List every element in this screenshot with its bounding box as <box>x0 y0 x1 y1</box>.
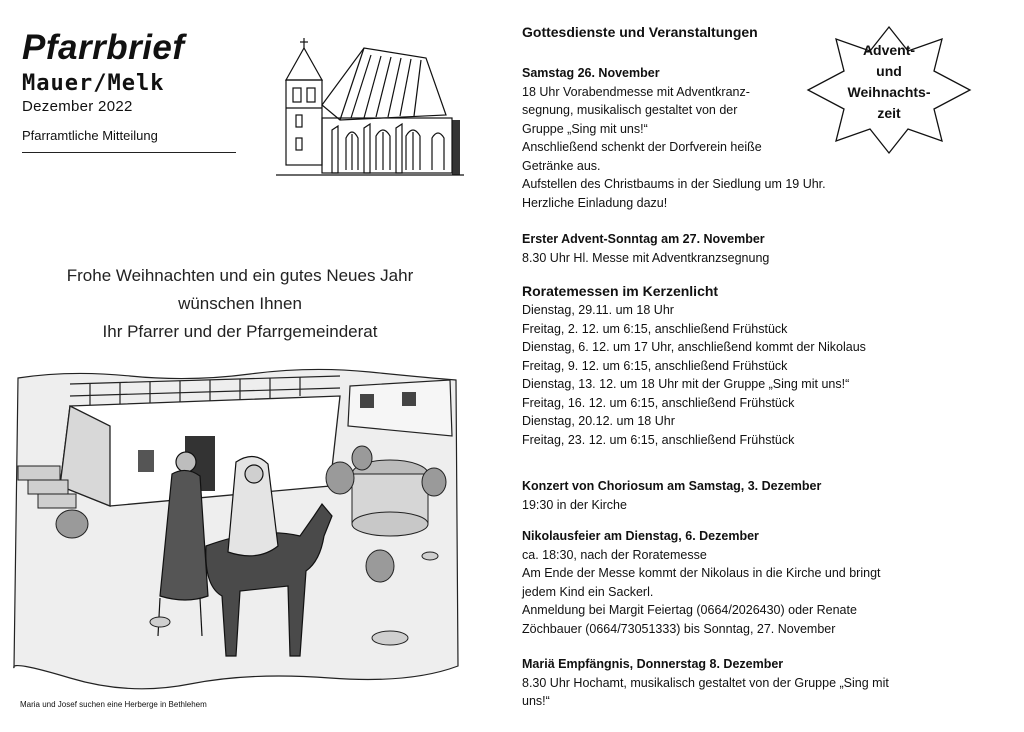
event-line: uns!“ <box>522 694 550 708</box>
event-line: 8.30 Uhr Hochamt, musikalisch gestaltet von der Gruppe „Sing mit <box>522 675 889 690</box>
church-illustration <box>276 30 464 180</box>
event-line: Am Ende der Messe kommt der Nikolaus in die Kirche und bringt <box>522 566 881 580</box>
issue-date: Dezember 2022 <box>22 98 133 115</box>
event-line: segnung, musikalisch gestaltet von der <box>522 103 738 117</box>
event-line: Freitag, 23. 12. um 6:15, anschließend Frühstück <box>522 432 795 447</box>
event-line: Dienstag, 6. 12. um 17 Uhr, anschließend kommt der Nikolaus <box>522 340 866 354</box>
events-heading: Gottesdienste und Veranstaltungen <box>522 24 758 40</box>
event-line: 19:30 in der Kirche <box>522 497 627 512</box>
event-line: Herzliche Einladung dazu! <box>522 195 668 210</box>
event-section <box>522 281 962 449</box>
star-line-2: und <box>876 63 902 79</box>
event-line: Freitag, 9. 12. um 6:15, anschließend Frühstück <box>522 358 788 373</box>
christmas-greeting <box>20 262 460 346</box>
event-line: Dienstag, 13. 12. um 18 Uhr mit der Gruppe „Sing mit uns!“ <box>522 377 850 391</box>
event-section <box>522 655 962 711</box>
event-heading: Mariä Empfängnis, Donnerstag 8. Dezember <box>522 657 784 671</box>
greeting-line-3: Ihr Pfarrer und der Pfarrgemeinderat <box>102 322 378 341</box>
event-section <box>522 477 962 514</box>
event-heading: Erster Advent-Sonntag am 27. November <box>522 232 765 246</box>
event-section <box>522 527 962 638</box>
illustration-caption: Maria und Josef suchen eine Herberge in Bethlehem <box>20 700 207 709</box>
event-line: Anmeldung bei Margit Feiertag (0664/2026430) oder Renate <box>522 603 857 617</box>
event-section <box>522 230 962 267</box>
event-line: Gruppe „Sing mit uns!“ <box>522 121 648 136</box>
event-heading: Nikolausfeier am Dienstag, 6. Dezember <box>522 529 759 543</box>
event-line: Getränke aus. <box>522 158 601 173</box>
star-line-3: Weihnachts- <box>847 84 931 100</box>
event-line: Dienstag, 20.12. um 18 Uhr <box>522 414 675 428</box>
event-line: Anschließend schenkt der Dorfverein heiße <box>522 140 762 154</box>
event-heading: Konzert von Choriosum am Samstag, 3. Dezember <box>522 479 822 493</box>
event-line: Dienstag, 29.11. um 18 Uhr <box>522 303 674 317</box>
header-divider <box>22 152 236 153</box>
mary-joseph-illustration <box>10 366 462 691</box>
event-line: 8.30 Uhr Hl. Messe mit Adventkranzsegnung <box>522 250 770 265</box>
star-line-4: zeit <box>877 105 901 121</box>
publication-type: Pfarramtliche Mitteilung <box>22 128 158 143</box>
event-line: jedem Kind ein Sackerl. <box>522 584 654 599</box>
star-line-1: Advent- <box>862 42 916 58</box>
greeting-line-2: wünschen Ihnen <box>178 294 302 313</box>
event-line: ca. 18:30, nach der Roratemesse <box>522 547 707 562</box>
parish-name: Mauer/Melk <box>22 71 165 96</box>
event-line: Zöchbauer (0664/73051333) bis Sonntag, 27. November <box>522 621 836 636</box>
newsletter-title: Pfarrbrief <box>22 28 185 67</box>
event-heading: Roratemessen im Kerzenlicht <box>522 283 719 299</box>
event-line: Freitag, 2. 12. um 6:15, anschließend Frühstück <box>522 321 788 336</box>
event-section <box>522 64 962 212</box>
event-line: Aufstellen des Christbaums in der Siedlung um 19 Uhr. <box>522 177 826 191</box>
event-heading: Samstag 26. November <box>522 66 660 80</box>
event-line: 18 Uhr Vorabendmesse mit Adventkranz- <box>522 84 750 99</box>
event-line: Freitag, 16. 12. um 6:15, anschließend Frühstück <box>522 395 795 410</box>
greeting-line-1: Frohe Weihnachten und ein gutes Neues Jahr <box>66 266 414 285</box>
